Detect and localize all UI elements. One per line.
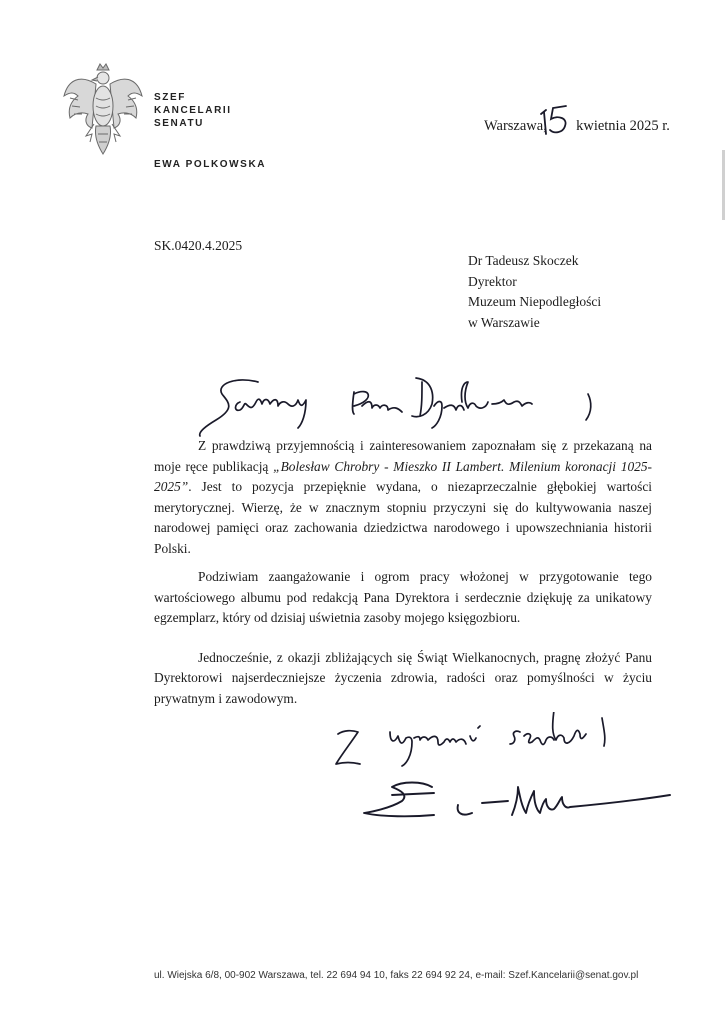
reference-number: SK.0420.4.2025 bbox=[154, 238, 243, 253]
footer-contact: ul. Wiejska 6/8, 00-902 Warszawa, tel. 22 694 94 10, faks 22 694 92 24, e-mail: Szef.Kancelarii@senat.gov.pl bbox=[154, 970, 639, 981]
sender-title-line-3: SENATU bbox=[154, 118, 204, 129]
addressee-position: Dyrektor bbox=[468, 273, 517, 289]
handwritten-greeting bbox=[196, 372, 616, 442]
date-line bbox=[484, 118, 670, 135]
sender-title-line-2: KANCELARII bbox=[154, 105, 232, 116]
handwritten-day bbox=[536, 102, 576, 138]
date-month-year: kwietnia 2025 r. bbox=[576, 118, 670, 134]
sender-name: EWA POLKOWSKA bbox=[154, 159, 267, 170]
addressee-institution: Muzeum Niepodległości bbox=[468, 294, 602, 309]
body-paragraph-1-end: . Jest to pozycja przepięknie wydana, o niezaprzeczalnie głębokiej wartości merytorycznej. Wierzę, że w znacznym stopniu przyczyni się do kultywowania naszej narodowej pamięci oraz zachowania dziedzictwa narodowego i upowszechniania historii Polski. bbox=[154, 479, 652, 556]
addressee-block bbox=[468, 251, 601, 333]
body-paragraph-3: Jednocześnie, z okazji zbliżających się Świąt Wielkanocnych, pragnę złożyć Panu Dyrektorowi najserdeczniejsze życzenia zdrowia, radości oraz pomyślności w życiu prywatnym i zawodowym. bbox=[154, 649, 652, 706]
letter-body bbox=[154, 436, 652, 709]
addressee-name: Dr Tadeusz Skoczek bbox=[468, 253, 579, 268]
body-paragraph-1 bbox=[154, 436, 652, 559]
sender-block bbox=[154, 91, 266, 171]
polish-eagle-emblem-icon bbox=[60, 62, 146, 160]
publication-title: „Bolesław Chrobry - Mieszko II Lambert. Milenium koronacji 1025-2025” bbox=[154, 458, 652, 494]
handwritten-signature bbox=[362, 775, 672, 835]
body-paragraph-1-start: Z prawdziwą przyjemnością i zainteresowaniem zapoznałam się z przekazaną na moje ręce publikacją bbox=[154, 438, 652, 474]
sender-title-line-1: SZEF bbox=[154, 92, 186, 103]
body-paragraph-2: Podziwiam zaangażowanie i ogrom pracy włożonej w przygotowanie tego wartościowego albumu pod redakcją Pana Dyrektora i serdecznie dziękuję za unikatowy egzemplarz, który od dzisiaj uświetnia zasoby mojego księgozbioru. bbox=[154, 569, 652, 625]
date-city: Warszawa, bbox=[484, 118, 547, 134]
handwritten-closing bbox=[334, 712, 634, 780]
addressee-city: w Warszawie bbox=[468, 314, 540, 330]
